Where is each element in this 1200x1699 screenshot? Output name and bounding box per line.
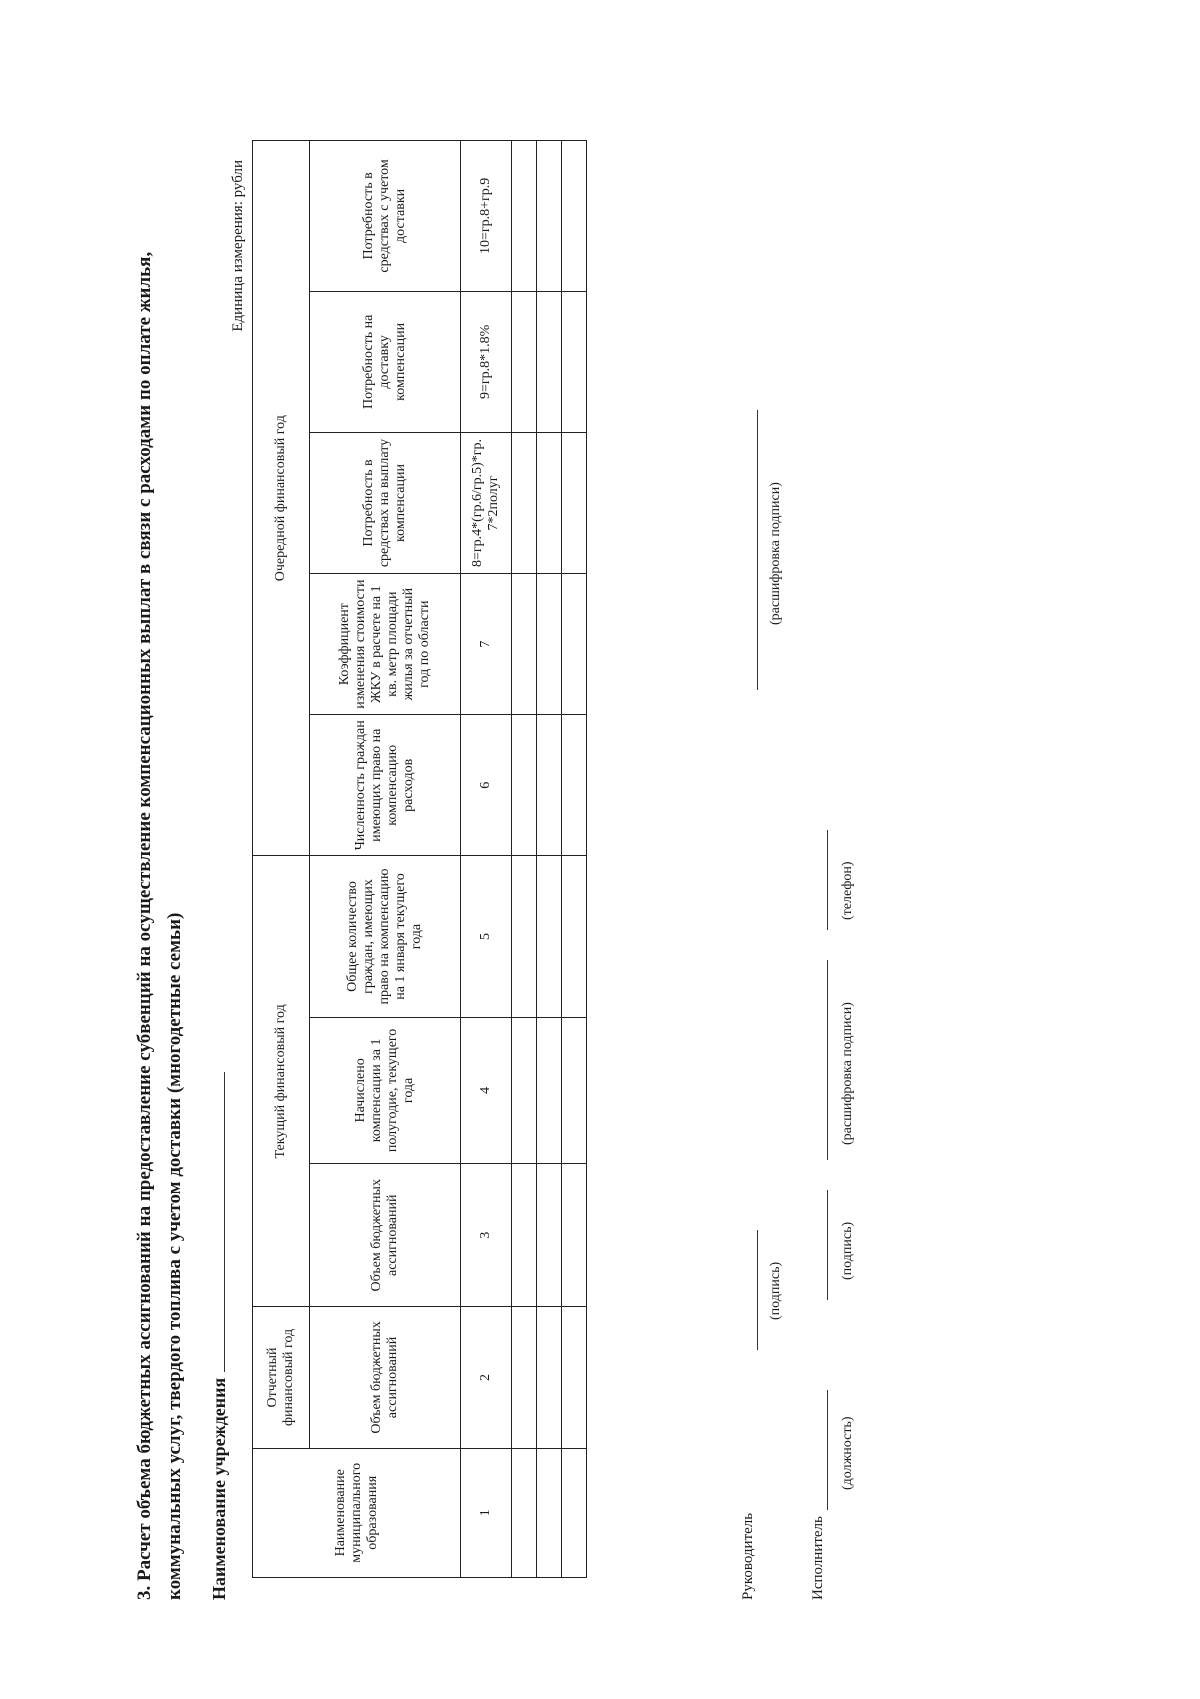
exec-position-caption: (должность) [840,1416,855,1490]
exec-decode-caption: (расшифровка подписи) [840,1002,855,1145]
exec-phone-caption: (телефон) [840,861,855,920]
header-col-4: Начислено компенсации за 1 полугодие, текущего года [310,1017,461,1163]
col-number-9: 9=гр.8*1.8% [461,291,512,432]
head-decode-line [756,410,758,690]
col-number-8: 8=гр.4*(гр.6/гр.5)*гр. 7*2полуг [461,432,512,573]
exec-label: Исполнитель [810,1516,826,1600]
calculation-table [252,140,587,1578]
exec-position-line [826,1390,828,1510]
header-current-year: Текущий финансовый год [253,856,310,1307]
header-col-5: Общее количество граждан, имеющих право на компенсацию на 1 января текущего года [310,856,461,1017]
header-municipality: Наименование муниципального образования [253,1448,461,1577]
col-number-6: 6 [461,715,512,856]
head-sign-caption: (подпись) [768,1261,783,1320]
head-sign-line [756,1230,758,1350]
table-row [537,141,562,1578]
exec-decode-line [826,960,828,1160]
col-number-1: 1 [461,1448,512,1577]
exec-sign-line [826,1190,828,1300]
header-col-10: Потребность в средствах с учетом доставки [310,141,461,292]
header-col-8: Потребность в средствах на выплату компенсации [310,432,461,573]
header-col-6: Численность граждан имеющих право на компенсацию расходов [310,715,461,856]
header-col-3: Объем бюджетных ассигнований [310,1164,461,1307]
table-row [512,141,537,1578]
col-number-4: 4 [461,1017,512,1163]
institution-blank-line [208,1072,225,1372]
column-number-row [461,141,512,1578]
col-number-10: 10=гр.8+гр.9 [461,141,512,292]
header-row-groups [253,141,310,1578]
header-col-7: Коэффициент изменения стоимости ЖКУ в расчете на 1 кв. метр площади жилья за отчетный год по области [310,574,461,715]
header-next-year: Очередной финансовый год [253,141,310,856]
head-decode-caption: (расшифровка подписи) [768,482,783,625]
col-number-5: 5 [461,856,512,1017]
institution-label: Наименование учреждения [209,1377,229,1600]
col-number-2: 2 [461,1307,512,1448]
col-number-3: 3 [461,1164,512,1307]
head-label: Руководитель [740,1512,756,1600]
header-row-columns [310,141,461,1578]
header-col-2: Объем бюджетных ассигнований [310,1307,461,1448]
header-reporting-year: Отчетный финансовый год [253,1307,310,1448]
exec-phone-line [826,830,828,930]
unit-label: Единица измерения: рубли [230,160,246,332]
document-sheet [100,130,1100,1630]
institution-field [208,1072,230,1600]
table-row [562,141,587,1578]
header-col-9: Потребность на доставку компенсации [310,291,461,432]
col-number-7: 7 [461,574,512,715]
exec-sign-caption: (подпись) [840,1221,855,1280]
document-title: 3. Расчет объема бюджетных ассигнований на предоставление субвенций на осуществление компенсационных выплат в связи с расходами по оплате жилья, коммунальных услуг, твердого топлива с учетом доставки (многодетные семьи) [134,251,185,1600]
